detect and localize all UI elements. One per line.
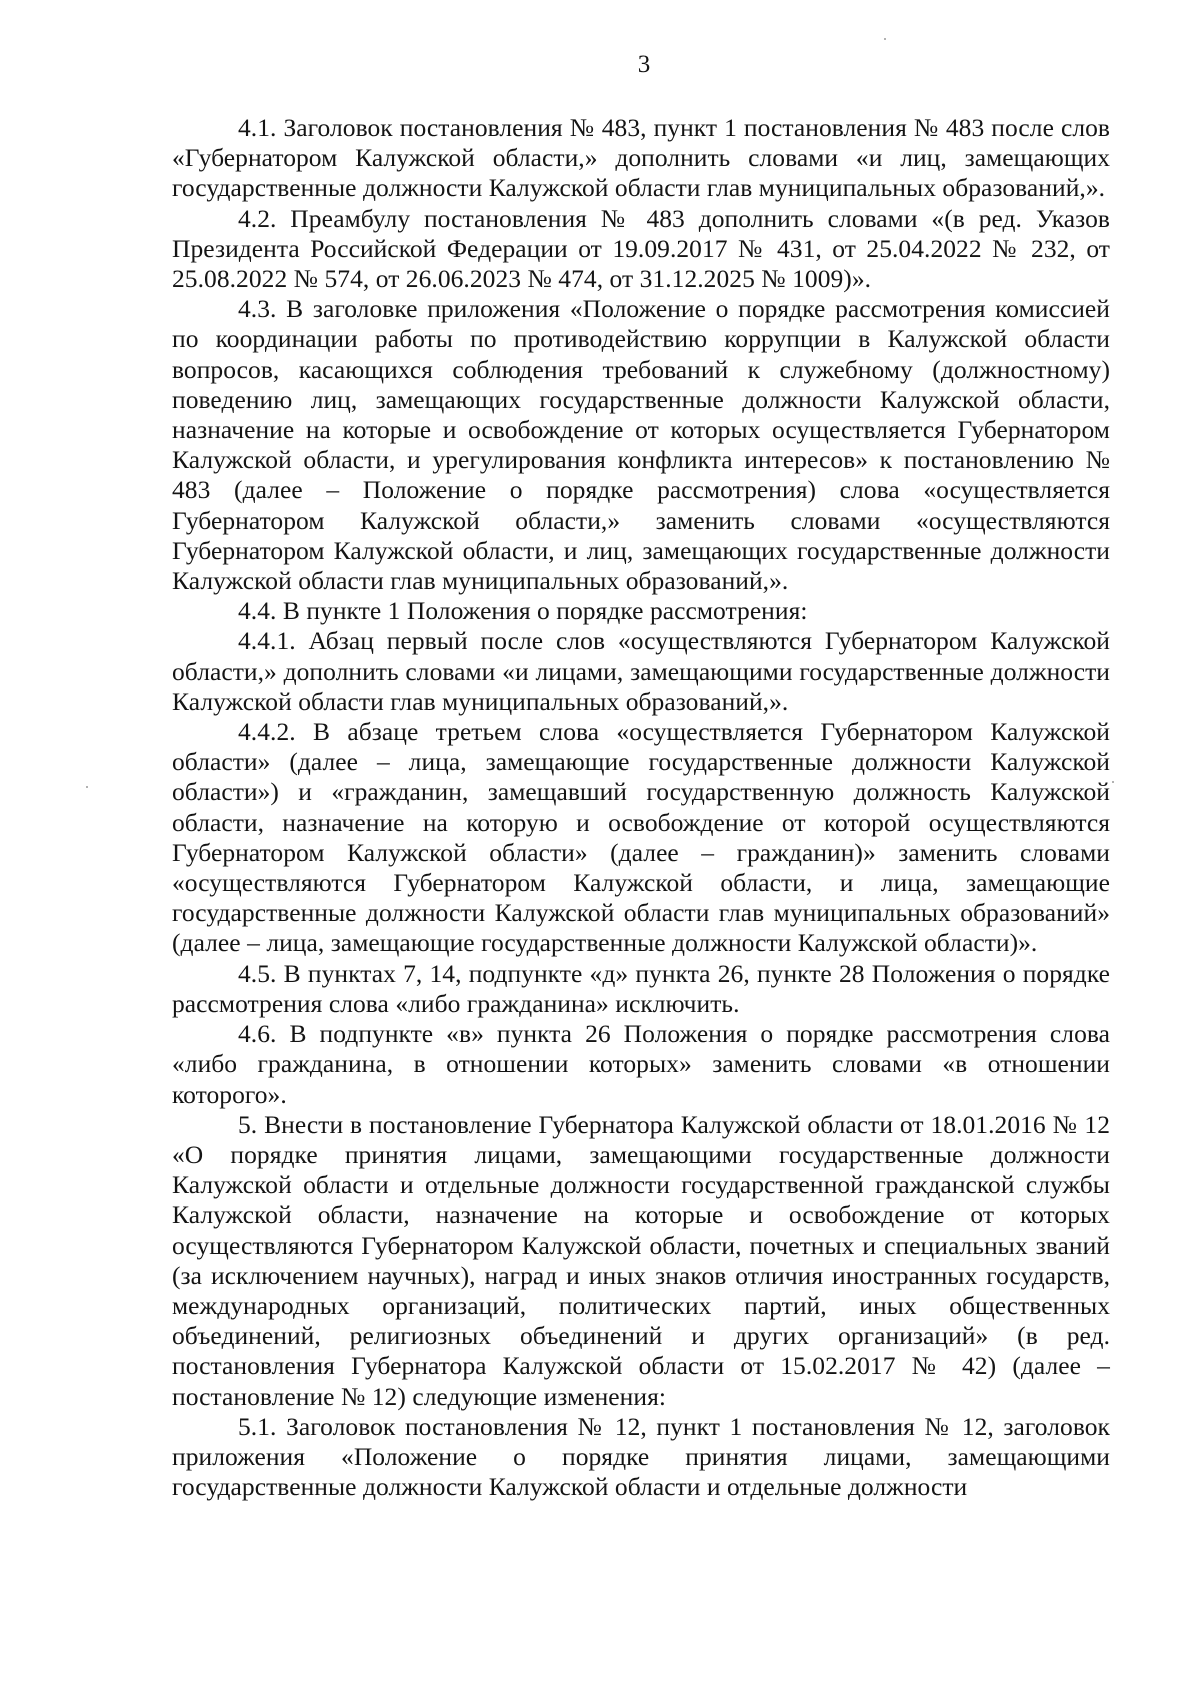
scan-speck (884, 38, 886, 40)
paragraph-4-4-1: 4.4.1. Абзац первый после слов «осуществляются Губернатором Калужской области,» дополнить словами «и лицами, замещающими государственные должности Калужской области глав муниципальных образований,». (172, 626, 1110, 716)
paragraph-4-4-2: 4.4.2. В абзаце третьем слова «осуществляется Губернатором Калужской области» (далее – лица, замещающие государственные должности Калужской области») и «гражданин, замещавший государственную должность Калужской области, назначение на которую и освобождение от которой осуществляются Губернатором Калужской области» (далее – гражданин)» заменить словами «осуществляются Губернатором Калужской области, и лица, замещающие государственные должности Калужской области глав муниципальных образований» (далее – лица, замещающие государственные должности Калужской области)». (172, 717, 1110, 958)
page-number: 3 (637, 51, 651, 78)
paragraph-4-5: 4.5. В пунктах 7, 14, подпункте «д» пункта 26, пункте 28 Положения о порядке рассмотрения слова «либо гражданина» исключить. (172, 958, 1110, 1018)
paragraph-4-2: 4.2. Преамбулу постановления № 483 дополнить словами «(в ред. Указов Президента Российской Федерации от 19.09.2017 № 431, от 25.04.2022 № 232, от 25.08.2022 № 574, от 26.06.2023 № 474, от 31.12.2025 № 1009)». (172, 203, 1110, 294)
paragraph-4-3: 4.3. В заголовке приложения «Положение о порядке рассмотрения комиссией по координации работы по противодействию коррупции в Калужской области вопросов, касающихся соблюдения требований к служебному (должностному) поведению лиц, замещающих государственные должности Калужской области, назначение на которые и освобождение от которых осуществляется Губернатором Калужской области, и урегулирования конфликта интересов» к постановлению № 483 (далее – Положение о порядке рассмотрения) слова «осуществляется Губернатором Калужской области,» заменить словами «осуществляются Губернатором Калужской области, и лиц, замещающих государственные должности Калужской области глав муниципальных образований,». (172, 294, 1110, 596)
paragraph-5: 5. Внести в постановление Губернатора Калужской области от 18.01.2016 № 12 «О порядке принятия лицами, замещающими государственные должности Калужской области и отдельные должности государственной гражданской службы Калужской области, назначение на которые и освобождение от которых осуществляются Губернатором Калужской области, почетных и специальных званий (за исключением научных), наград и иных знаков отличия иностранных государств, международных организаций, политических партий, иных общественных объединений, религиозных объединений и других организаций» (в ред. постановления Губернатора Калужской области от 15.02.2017 № 42) (далее – постановление № 12) следующие изменения: (172, 1109, 1110, 1411)
paragraph-5-1: 5.1. Заголовок постановления № 12, пункт 1 постановления № 12, заголовок приложения «Положение о порядке принятия лицами, замещающими государственные должности Калужской области и отдельные должности (172, 1411, 1110, 1502)
paragraph-4-4: 4.4. В пункте 1 Положения о порядке рассмотрения: (238, 596, 808, 626)
scan-speck (86, 786, 88, 788)
document-body (172, 113, 1110, 1502)
paragraph-4-1: 4.1. Заголовок постановления № 483, пункт 1 постановления № 483 после слов «Губернатором Калужской области,» дополнить словами «и лиц, замещающих государственные должности Калужской области глав муниципальных образований,». (172, 113, 1110, 203)
scan-speck (1112, 781, 1114, 783)
paragraph-4-6: 4.6. В подпункте «в» пункта 26 Положения о порядке рассмотрения слова «либо гражданина, в отношении которых» заменить словами «в отношении которого». (172, 1019, 1110, 1109)
